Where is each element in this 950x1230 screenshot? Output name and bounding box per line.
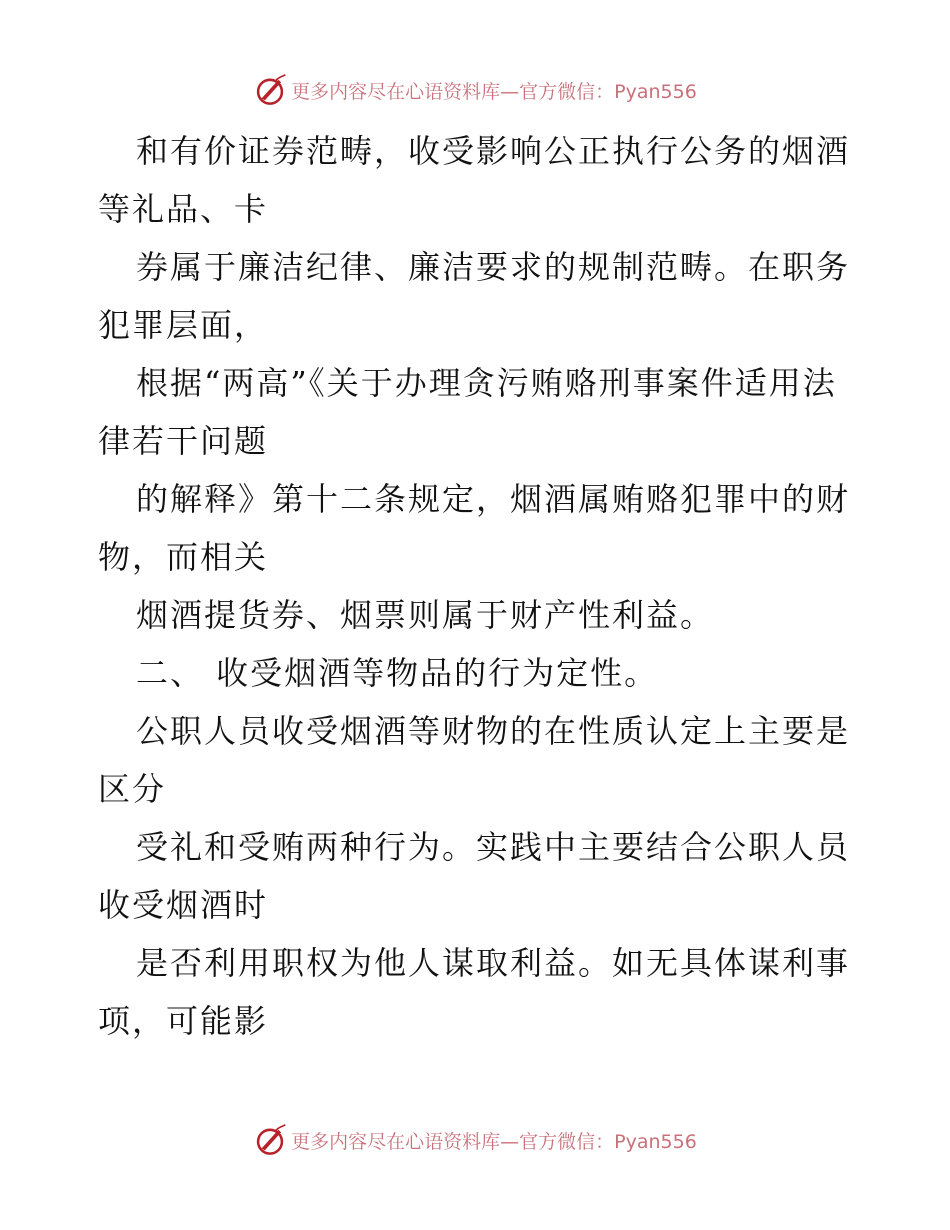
footer-banner [0,1120,950,1160]
header-banner-text: 更多内容尽在心语资料库—官方微信：Pyan556 [291,80,697,103]
section-heading: 二、 收受烟酒等物品的行为定性。 [136,654,659,692]
paragraph: 是否利用职权为他人谋取利益。如无具体谋利事项，可能影 [98,944,851,1040]
paragraph: 根据“两高”《关于办理贪污贿赂刑事案件适用法律若干问题 [98,364,837,460]
paragraph: 受礼和受贿两种行为。实践中主要结合公职人员收受烟酒时 [98,828,851,924]
paragraph: 公职人员收受烟酒等财物的在性质认定上主要是区分 [98,712,851,808]
paragraph: 和有价证券范畴，收受影响公正执行公务的烟酒等礼品、卡 [98,132,851,228]
paragraph: 的解释》第十二条规定，烟酒属贿赂犯罪中的财物，而相关 [98,480,851,576]
paragraph: 烟酒提货券、烟票则属于财产性利益。 [136,596,715,634]
paragraph: 券属于廉洁纪律、廉洁要求的规制范畴。在职务犯罪层面， [98,248,851,344]
feather-logo-icon [253,1123,287,1157]
footer-banner-text: 更多内容尽在心语资料库—官方微信：Pyan556 [291,1130,697,1153]
feather-logo-icon [253,73,287,107]
header-banner [0,70,950,110]
document-body [98,122,858,1050]
